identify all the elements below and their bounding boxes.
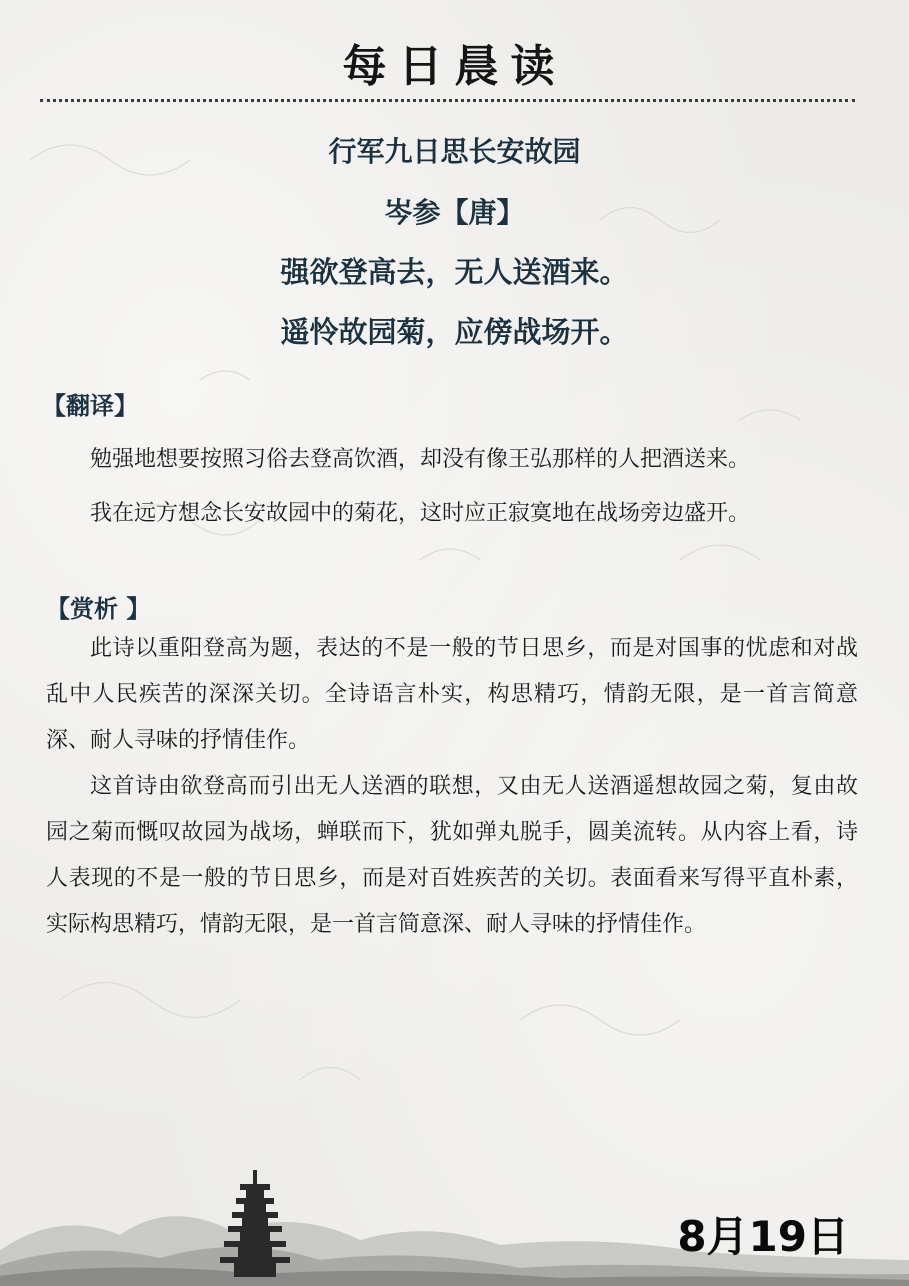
translation-paragraph: 我在远方想念长安故园中的菊花，这时应正寂寞地在战场旁边盛开。 [90, 501, 751, 526]
analysis-heading: 【赏析 】 [46, 595, 151, 623]
poem-author: 岑参【唐】 [384, 196, 525, 229]
translation-paragraph: 勉强地想要按照习俗去登高饮酒，却没有像王弘那样的人把酒送来。 [90, 447, 751, 472]
translation-heading: 【翻译】 [42, 392, 138, 420]
poem-line: 遥怜故园菊，应傍战场开。 [280, 315, 629, 349]
analysis-paragraph: 此诗以重阳登高为题，表达的不是一般的节日思乡，而是对国事的忧虑和对战乱中人民疾苦的深深关切。全诗语言朴实，构思精巧，情韵无限，是一首言简意深、耐人寻味的抒情佳作。 [46, 636, 858, 753]
date-label: 8月19日 [677, 1212, 849, 1261]
page-title: 每日晨读 [342, 41, 567, 92]
poem-title: 行军九日思长安故园 [328, 135, 581, 168]
poem-line: 强欲登高去，无人送酒来。 [280, 255, 629, 289]
analysis-paragraph: 这首诗由欲登高而引出无人送酒的联想，又由无人送酒遥想故园之菊，复由故园之菊而慨叹故园为战场，蝉联而下，犹如弹丸脱手，圆美流转。从内容上看，诗人表现的不是一般的节日思乡，而是对百姓疾苦的关切。表面看来写得平直朴素，实际构思精巧，情韵无限，是一首言简意深、耐人寻味的抒情佳作。 [46, 774, 858, 937]
analysis-body [46, 626, 858, 948]
title-divider [40, 99, 855, 102]
